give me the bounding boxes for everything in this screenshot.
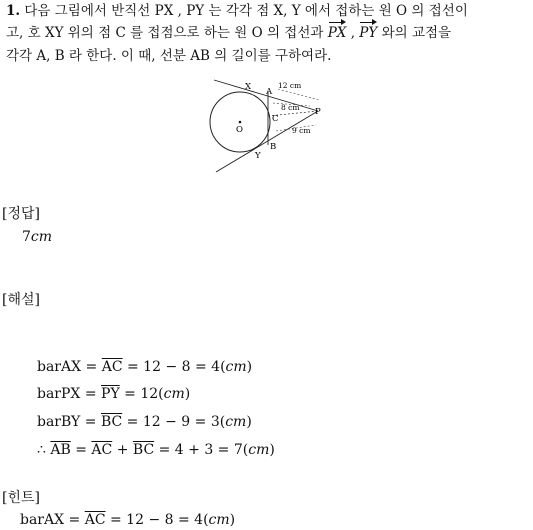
paren-close: ): [246, 414, 252, 430]
segment-ac: $\overline{AC}$: [91, 442, 113, 458]
length-ac: 8 cm: [281, 103, 300, 112]
label-b: B: [270, 142, 277, 152]
expr-lhs: barAX: [37, 359, 82, 375]
unit: cm: [225, 359, 247, 375]
segment-ac: $\overline{AC}$: [101, 359, 123, 375]
label-x: X: [245, 82, 252, 92]
explanation-line-2: barPX = $\overline{PY} = 12(cm)$: [37, 386, 191, 402]
answer-heading: [정답]: [2, 206, 40, 222]
problem-text-3: 각각 A, B 라 한다. 이 때, 선분 AB 의 길이를 구하여라.: [6, 48, 332, 64]
explanation-final: ∴ $\overline{AB} = \overline{AC} + \overline{BC} = 4 + 3 = 7(cm)$: [37, 442, 275, 458]
measure-pa: [278, 89, 319, 100]
segment-ab: $\overline{AB}$: [50, 442, 71, 458]
label-c: C: [272, 114, 279, 124]
label-y: Y: [255, 151, 261, 161]
paren-close: ): [184, 386, 191, 402]
geometry-figure: [200, 76, 340, 176]
paren-close: ): [269, 442, 275, 458]
paren-close: ): [246, 359, 253, 375]
plus-sign: +: [116, 442, 129, 458]
problem-number: 1.: [6, 3, 21, 19]
explanation-line-1: barAX = $\overline{AC} = 12 - 8 = 4(cm)$: [37, 359, 253, 375]
problem-line-3: [6, 44, 331, 68]
segment-ac: $\overline{AC}$: [84, 512, 106, 528]
expr-lhs: barPX: [37, 386, 81, 402]
unit: cm: [208, 512, 230, 528]
vector-py: PY: [359, 21, 377, 45]
expr-rhs: = 12 − 8 = 4(: [127, 359, 226, 375]
unit: cm: [163, 386, 185, 402]
hint-heading: [힌트]: [2, 490, 40, 506]
therefore-symbol: ∴: [37, 442, 46, 458]
unit: cm: [248, 442, 270, 458]
paren-close: ): [229, 512, 236, 528]
segment-py: $\overline{PY}$: [101, 386, 120, 402]
problem-line-2: [6, 21, 451, 45]
problem-text-1: 다음 그림에서 반직선 PX , PY 는 각각 점 X, Y 에서 접하는 원 O 의 접선이: [24, 3, 468, 19]
answer-value: [22, 229, 52, 245]
length-bc: 9 cm: [292, 126, 311, 135]
vector-px: PX: [328, 21, 347, 45]
problem-text-2b: 와의 교점을: [381, 25, 452, 41]
segment-bc: $\overline{BC}$: [132, 442, 155, 458]
vector-separator: ,: [350, 25, 355, 41]
problem-line-1: [6, 0, 468, 23]
expr-lhs: barAX: [20, 512, 65, 528]
label-a: A: [266, 87, 273, 97]
answer-unit: cm: [30, 229, 53, 245]
expr-rhs: = 12 − 9 = 3(: [126, 414, 226, 430]
answer-number: 7: [22, 229, 31, 245]
length-pa: 12 cm: [278, 81, 302, 90]
tangent-py: [216, 111, 318, 172]
segment-bc: $\overline{BC}$: [100, 414, 123, 430]
unit: cm: [225, 414, 247, 430]
expr-rhs: = 12(: [124, 386, 164, 402]
hint-line: barAX = $\overline{AC} = 12 - 8 = 4(cm)$: [20, 512, 236, 528]
explanation-heading: [해설]: [2, 292, 40, 308]
label-o: O: [236, 125, 243, 135]
center-dot: [239, 121, 242, 124]
expr-rhs: = 4 + 3 = 7(: [158, 442, 249, 458]
label-p: P: [315, 107, 321, 117]
explanation-line-3: barBY = $\overline{BC} = 12 - 9 = 3(cm)$: [37, 414, 252, 430]
problem-text-2: 고, 호 XY 위의 점 C 를 접점으로 하는 원 O 의 접선과: [6, 25, 324, 41]
expr-lhs: barBY: [37, 414, 81, 430]
expr-rhs: = 12 − 8 = 4(: [110, 512, 209, 528]
